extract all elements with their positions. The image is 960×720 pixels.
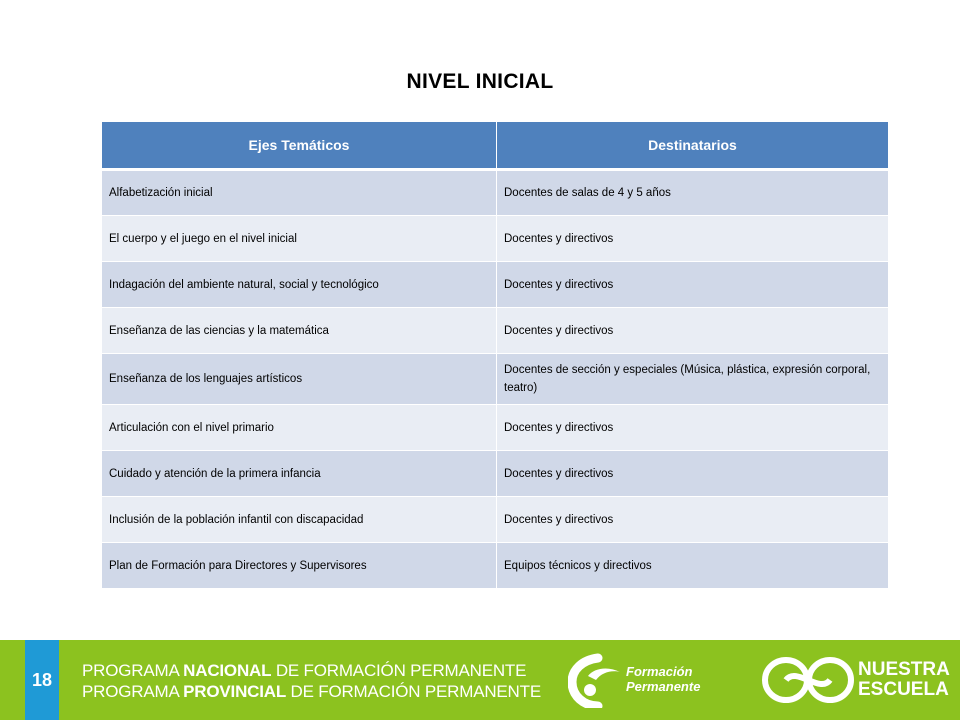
program-line-provincial: PROGRAMA PROVINCIAL DE FORMACIÓN PERMANENTE bbox=[82, 682, 541, 701]
nuestra-escuela-text: NUESTRA ESCUELA bbox=[858, 659, 950, 700]
cell-eje: Enseñanza de los lenguajes artísticos bbox=[102, 354, 497, 405]
cell-eje: Cuidado y atención de la primera infancia bbox=[102, 451, 497, 497]
cell-eje: Articulación con el nivel primario bbox=[102, 405, 497, 451]
cell-destinatarios: Docentes y directivos bbox=[497, 216, 889, 262]
program-line-nacional: PROGRAMA NACIONAL DE FORMACIÓN PERMANENTE bbox=[82, 661, 527, 680]
cell-destinatarios: Docentes y directivos bbox=[497, 262, 889, 308]
cell-destinatarios: Docentes de sección y especiales (Música, plástica, expresión corporal, teatro) bbox=[497, 354, 889, 405]
program-names bbox=[82, 660, 541, 702]
table-header-row bbox=[102, 122, 888, 170]
cell-destinatarios: Equipos técnicos y directivos bbox=[497, 543, 889, 589]
cell-eje: Enseñanza de las ciencias y la matemática bbox=[102, 308, 497, 354]
topics-table bbox=[102, 122, 888, 589]
table-row bbox=[102, 451, 888, 497]
cell-eje: Plan de Formación para Directores y Supervisores bbox=[102, 543, 497, 589]
cell-destinatarios: Docentes y directivos bbox=[497, 497, 889, 543]
cell-eje: Inclusión de la población infantil con discapacidad bbox=[102, 497, 497, 543]
cell-eje: El cuerpo y el juego en el nivel inicial bbox=[102, 216, 497, 262]
formacion-permanente-text: Formación Permanente bbox=[626, 664, 701, 694]
page-number: 18 bbox=[25, 640, 59, 720]
table-row bbox=[102, 354, 888, 405]
table-row bbox=[102, 170, 888, 216]
page-title: NIVEL INICIAL bbox=[406, 70, 554, 93]
cell-destinatarios: Docentes y directivos bbox=[497, 405, 889, 451]
table-row bbox=[102, 497, 888, 543]
cell-destinatarios: Docentes y directivos bbox=[497, 308, 889, 354]
column-header-destinatarios: Destinatarios bbox=[497, 122, 889, 170]
cell-destinatarios: Docentes y directivos bbox=[497, 451, 889, 497]
table-row bbox=[102, 405, 888, 451]
table-row bbox=[102, 262, 888, 308]
table-row bbox=[102, 308, 888, 354]
nuestra-escuela-infinity-icon bbox=[760, 654, 856, 706]
cell-eje: Indagación del ambiente natural, social y tecnológico bbox=[102, 262, 497, 308]
table-row bbox=[102, 216, 888, 262]
table-row bbox=[102, 543, 888, 589]
column-header-ejes: Ejes Temáticos bbox=[102, 122, 497, 170]
cell-destinatarios: Docentes de salas de 4 y 5 años bbox=[497, 170, 889, 216]
cell-eje: Alfabetización inicial bbox=[102, 170, 497, 216]
